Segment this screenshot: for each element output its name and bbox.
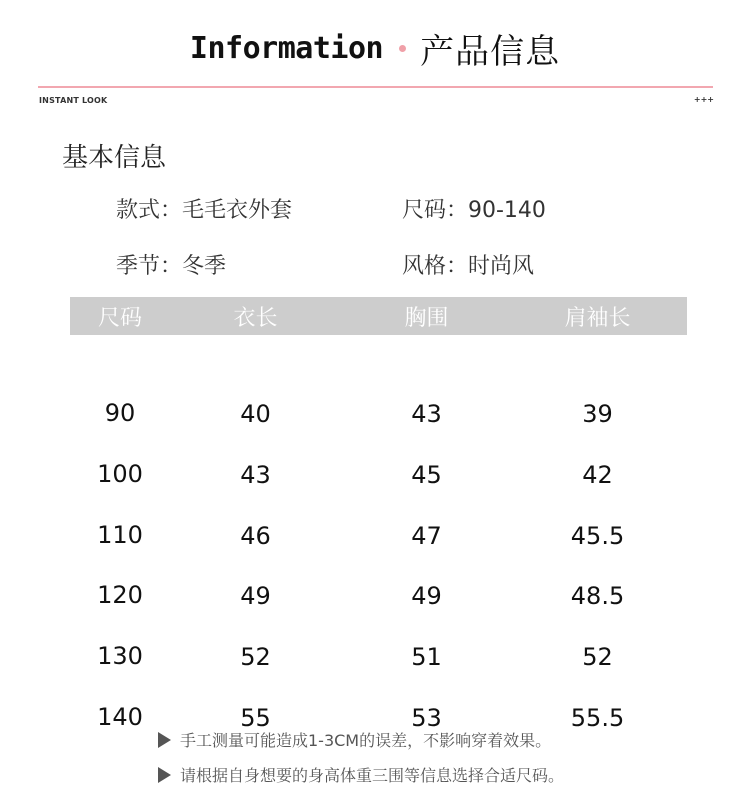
cell-length: 52 <box>240 643 271 671</box>
cell-length: 55 <box>240 704 271 732</box>
info-fashion-style: 风格：时尚风 <box>402 254 535 279</box>
cell-length: 40 <box>240 400 271 428</box>
note-text: 手工测量可能造成1-3CM的误差，不影响穿着效果。 <box>180 731 552 750</box>
note-text: 请根据自身想要的身高体重三围等信息选择合适尺码。 <box>180 766 565 785</box>
cell-chest: 45 <box>411 461 442 489</box>
instant-look-tag: INSTANT LOOK <box>39 96 108 105</box>
cell-size: 90 <box>104 399 136 427</box>
title-chinese: 产品信息 <box>420 31 561 72</box>
basic-info-title: 基本信息 <box>62 143 167 173</box>
cell-size: 130 <box>97 642 143 670</box>
title-dot-separator <box>399 45 406 52</box>
table-row <box>70 399 687 429</box>
page-header <box>0 22 750 74</box>
cell-chest: 51 <box>411 643 442 671</box>
header-length: 衣长 <box>233 305 278 331</box>
size-table <box>70 297 687 732</box>
info-style: 款式：毛毛衣外套 <box>116 198 293 223</box>
cell-length: 49 <box>240 582 271 610</box>
cell-chest: 47 <box>411 522 442 550</box>
cell-shoulder-sleeve: 45.5 <box>570 522 625 550</box>
cell-shoulder-sleeve: 48.5 <box>570 582 625 610</box>
info-season: 季节：冬季 <box>116 254 227 279</box>
cell-size: 100 <box>97 460 143 488</box>
header-shoulder-sleeve: 肩袖长 <box>564 305 631 331</box>
info-size-range: 尺码：90-140 <box>402 198 546 223</box>
title-english: Information <box>189 30 384 66</box>
note-size-advice <box>158 763 564 786</box>
triangle-bullet-icon <box>158 767 171 783</box>
cell-chest: 43 <box>411 400 442 428</box>
triangle-bullet-icon <box>158 732 171 748</box>
cell-shoulder-sleeve: 39 <box>582 400 613 428</box>
cell-length: 46 <box>240 522 271 550</box>
cell-shoulder-sleeve: 52 <box>582 643 613 671</box>
header-divider <box>38 86 713 88</box>
cell-shoulder-sleeve: 55.5 <box>570 704 625 732</box>
cell-size: 140 <box>97 703 143 731</box>
cell-chest: 49 <box>411 582 442 610</box>
cell-shoulder-sleeve: 42 <box>582 461 613 489</box>
table-row <box>70 642 687 672</box>
table-row <box>70 521 687 551</box>
cell-chest: 53 <box>411 704 442 732</box>
cell-size: 120 <box>97 581 143 609</box>
header-size: 尺码 <box>97 305 142 331</box>
cell-size: 110 <box>97 521 143 549</box>
size-table-header <box>70 297 687 335</box>
note-measurement-error <box>158 728 551 751</box>
plus-tag: +++ <box>693 95 714 104</box>
cell-length: 43 <box>240 461 271 489</box>
table-row <box>70 581 687 611</box>
header-chest: 胸围 <box>404 305 449 331</box>
table-row <box>70 460 687 490</box>
